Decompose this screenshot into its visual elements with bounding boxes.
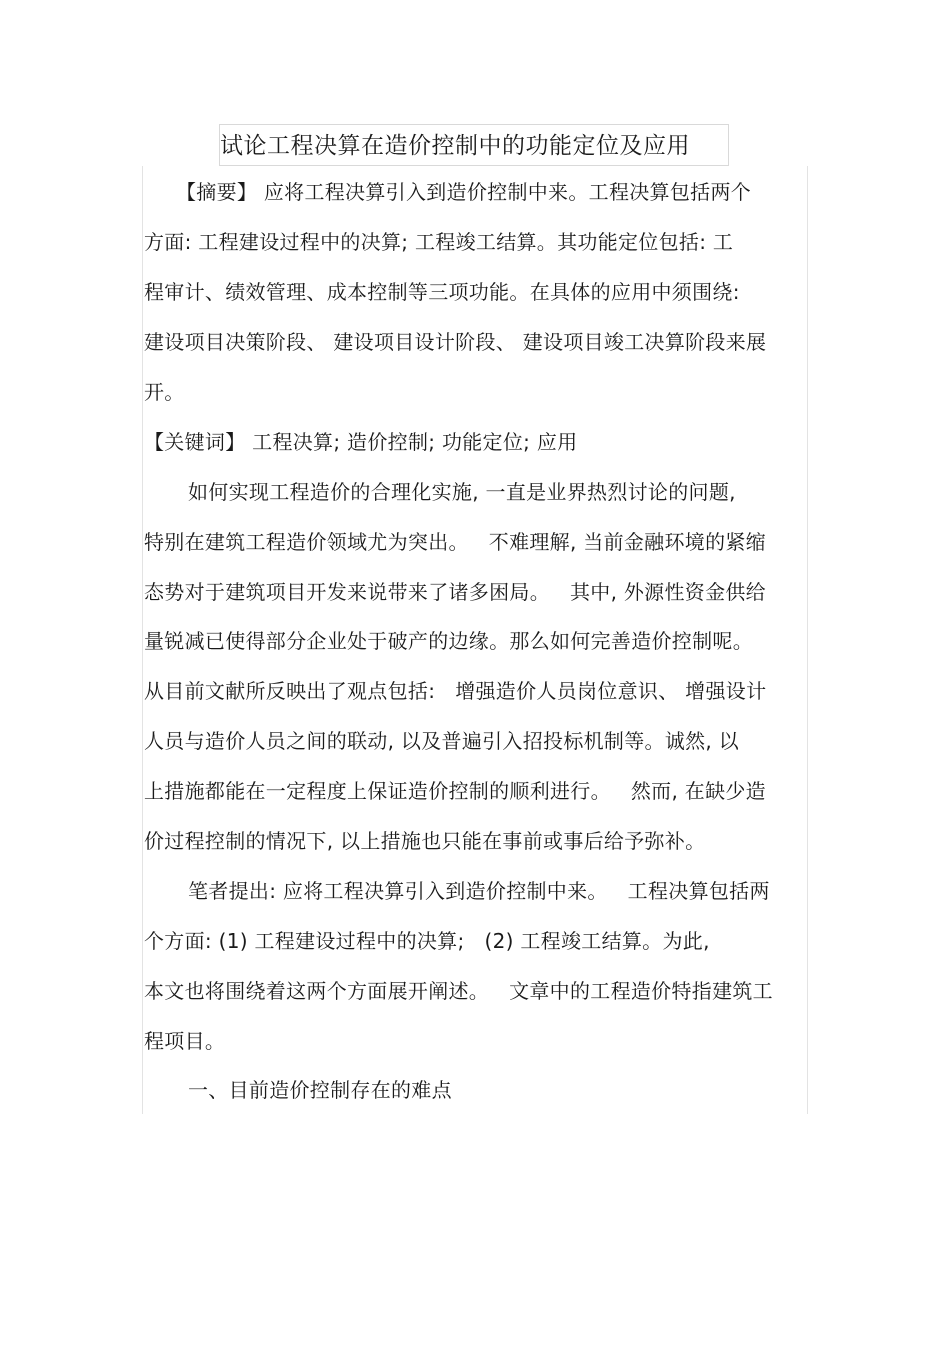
- body-line-6: 人员与造价人员之间的联动, 以及普遍引入招投标机制等。诚然, 以: [144, 729, 740, 753]
- body-line-7: 上措施都能在一定程度上保证造价控制的顺利进行。 然而, 在缺少造: [144, 779, 766, 803]
- body-line-2: 特别在建筑工程造价领域尤为突出。 不难理解, 当前金融环境的紧缩: [144, 530, 766, 554]
- body-line-5: 从目前文献所反映出了观点包括: 增强造价人员岗位意识、 增强设计: [144, 679, 767, 703]
- abstract-line-3: 程审计、绩效管理、成本控制等三项功能。在具体的应用中须围绕:: [144, 280, 740, 304]
- keywords-line: 【关键词】 工程决算; 造价控制; 功能定位; 应用: [144, 430, 578, 454]
- document-title: 试论工程决算在造价控制中的功能定位及应用: [220, 133, 690, 159]
- body-line-12: 程项目。: [144, 1029, 226, 1053]
- body-line-1: 如何实现工程造价的合理化实施, 一直是业界热烈讨论的问题,: [188, 480, 736, 504]
- abstract-line-1: 【摘要】 应将工程决算引入到造价控制中来。工程决算包括两个: [176, 180, 752, 204]
- section-heading: 一、目前造价控制存在的难点: [188, 1078, 452, 1102]
- title-box: [219, 124, 729, 166]
- body-line-4: 量锐减已使得部分企业处于破产的边缘。那么如何完善造价控制呢。: [144, 629, 753, 653]
- body-line-8: 价过程控制的情况下, 以上措施也只能在事前或事后给予弥补。: [144, 829, 706, 853]
- abstract-line-2: 方面: 工程建设过程中的决算; 工程竣工结算。其功能定位包括: 工: [144, 230, 734, 254]
- abstract-line-5: 开。: [144, 380, 185, 404]
- body-line-10: 个方面: (1) 工程建设过程中的决算; (2) 工程竣工结算。为此,: [144, 929, 710, 953]
- body-line-11: 本文也将围绕着这两个方面展开阐述。 文章中的工程造价特指建筑工: [144, 979, 773, 1003]
- body-line-3: 态势对于建筑项目开发来说带来了诸多困局。 其中, 外源性资金供给: [144, 580, 766, 604]
- abstract-line-4: 建设项目决策阶段、 建设项目设计阶段、 建设项目竣工决算阶段来展: [144, 330, 767, 354]
- body-line-9: 笔者提出: 应将工程决算引入到造价控制中来。 工程决算包括两: [188, 879, 770, 903]
